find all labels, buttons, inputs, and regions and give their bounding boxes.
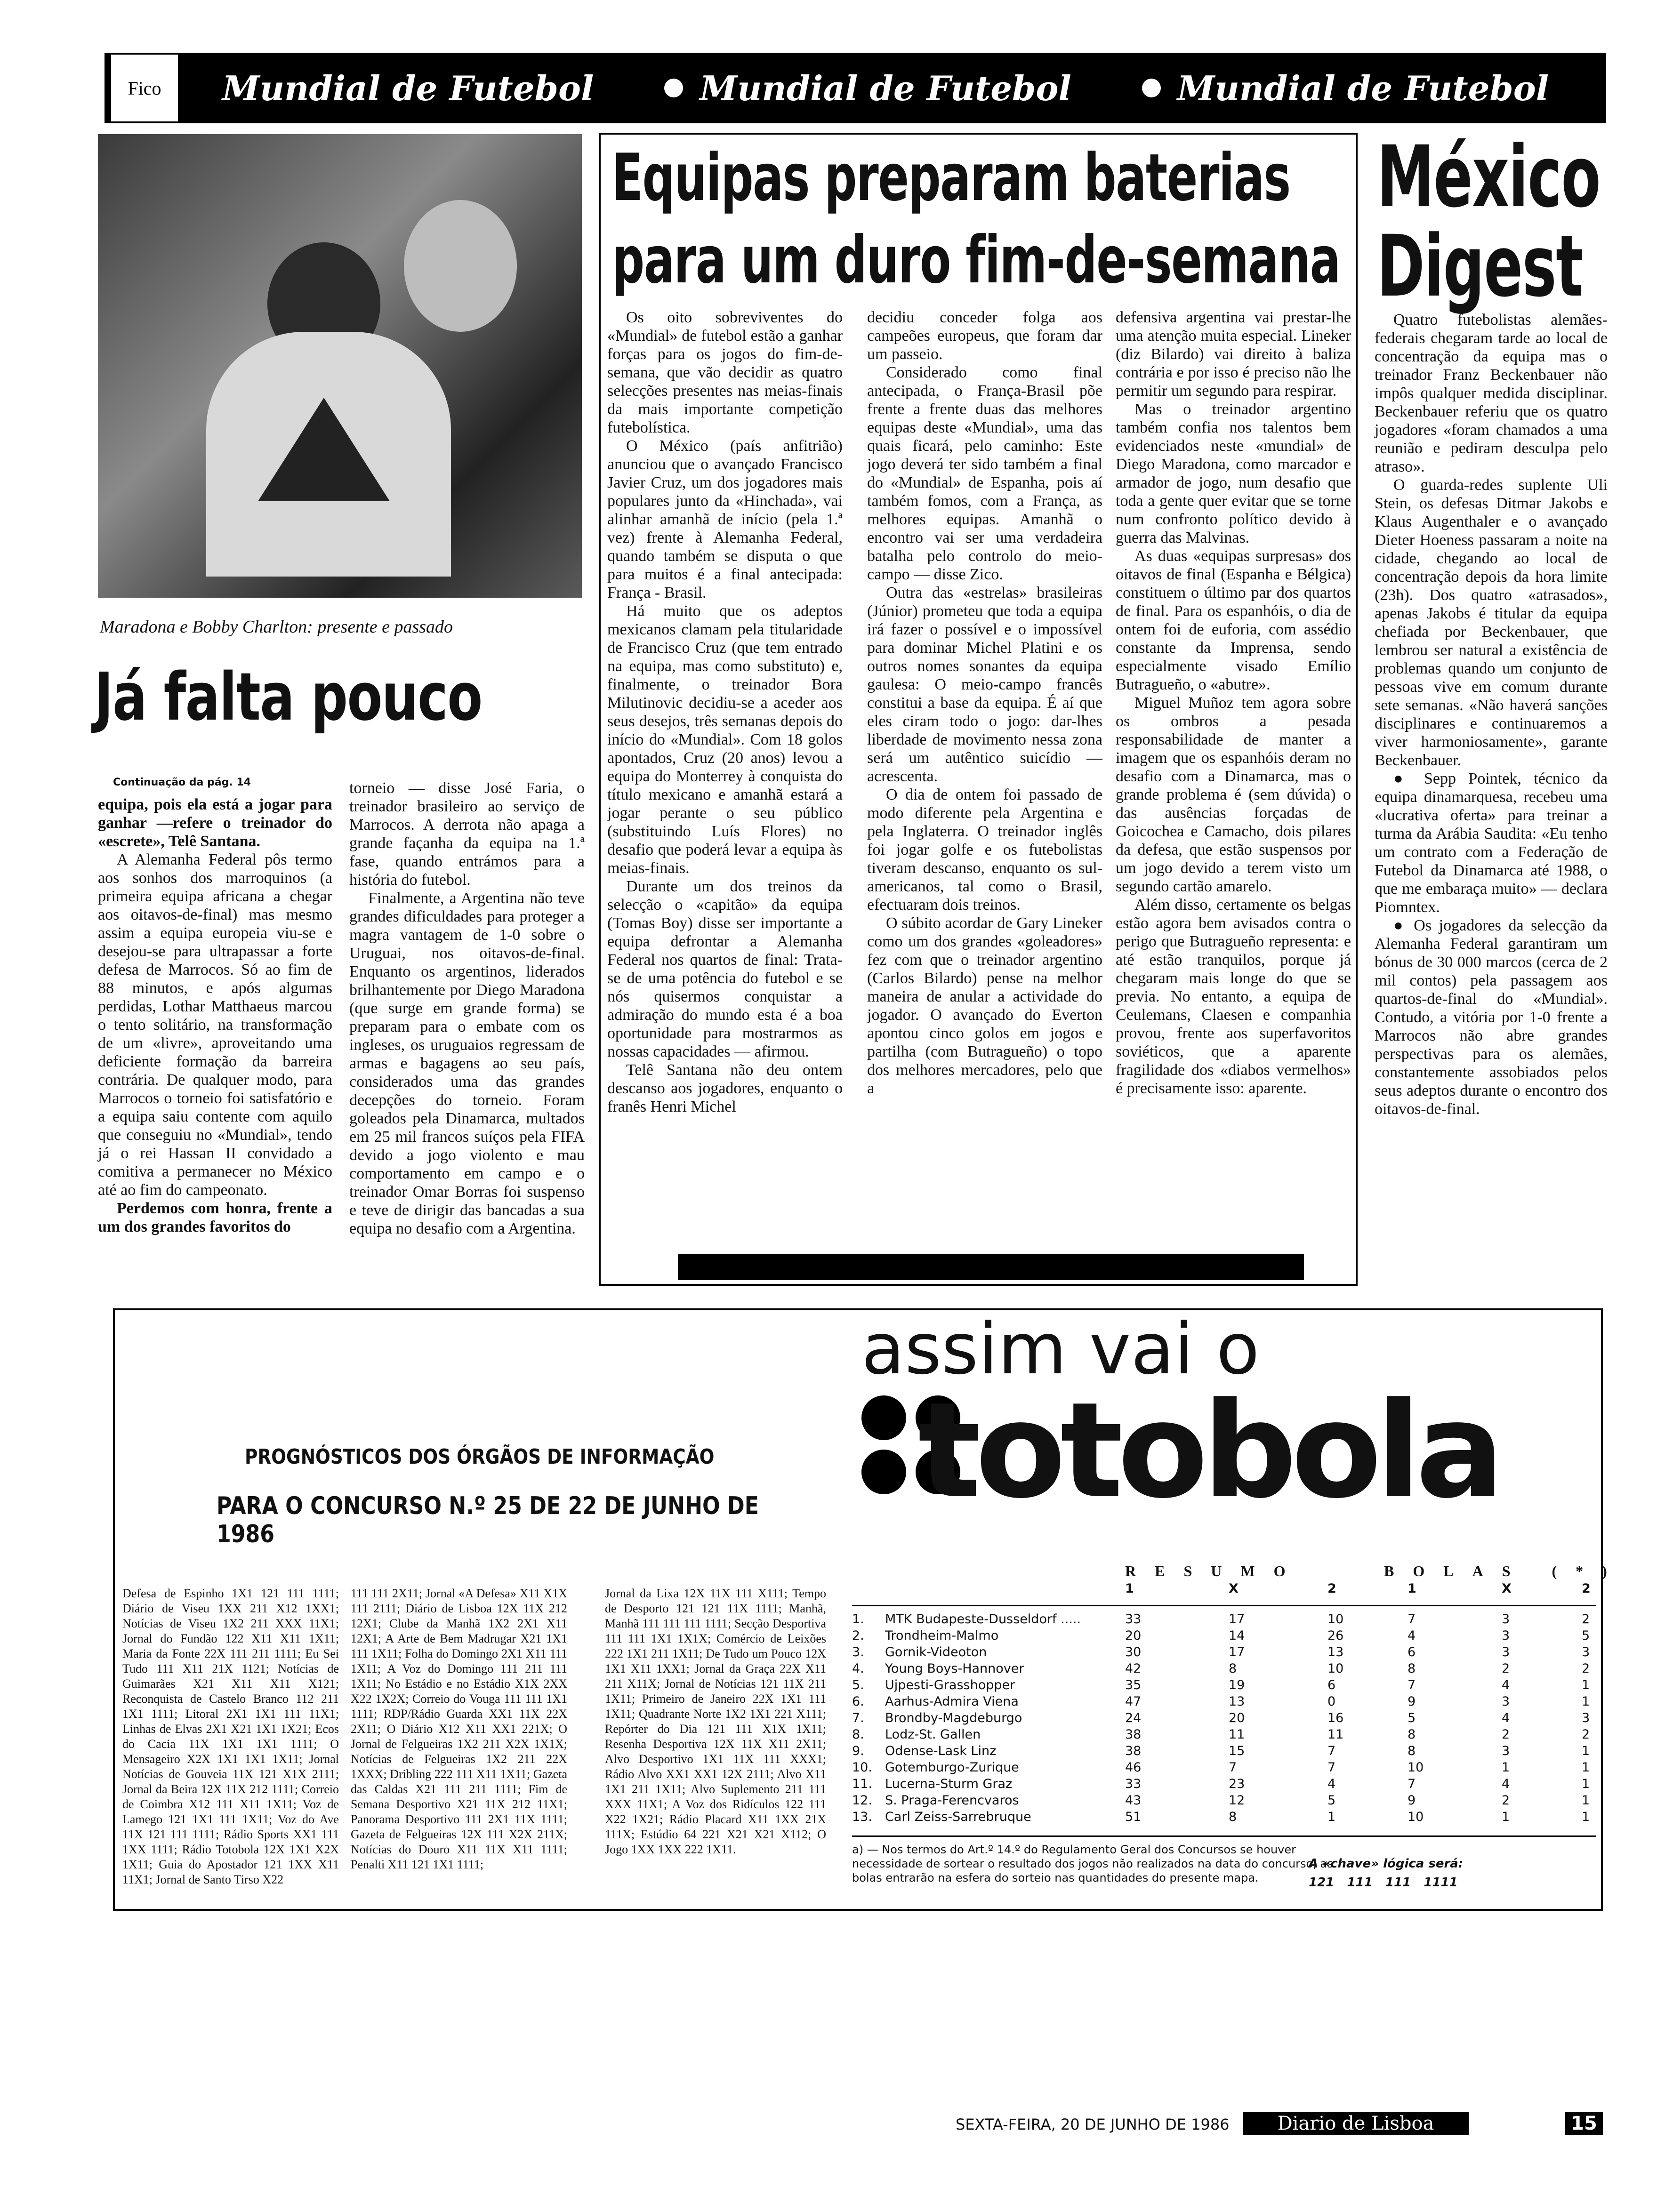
paragraph: Considerado como final antecipada, o França-Brasil põe frente a frente duas das melhores equipas deste «Mundial», uma das quais ficará, pelo caminho: Este jogo deverá ter sido também a final do «Mundial» de Espanha, pois aí também fomos, com a França, as melhores equipas. Amanhã o encontro vai ser uma verdadeira batalha pelo controlo do meio-campo — disse Zico. xyxy=(867,364,1102,583)
left-article-col1 xyxy=(98,795,332,1236)
cell-bx: 4 xyxy=(1502,1711,1510,1725)
cell-r2: 7 xyxy=(1327,1744,1336,1758)
paragraph: Perdemos com honra, frente a um dos grandes favoritos do xyxy=(98,1200,332,1235)
newspaper-name: Diario de Lisboa xyxy=(1243,2112,1469,2135)
cell-r1: 46 xyxy=(1125,1760,1142,1775)
cell-r1: 42 xyxy=(1125,1661,1142,1676)
table-row xyxy=(852,1711,1596,1727)
chave-value: 121 111 111 1111 xyxy=(1309,1875,1458,1890)
cell-r2: 4 xyxy=(1327,1777,1336,1791)
row-number: 4. xyxy=(852,1661,864,1676)
cell-r1: 20 xyxy=(1125,1628,1142,1643)
table-rule xyxy=(852,1605,1596,1606)
column-label: X xyxy=(1229,1581,1239,1596)
bolas-header: BOLAS (*) xyxy=(1384,1563,1626,1579)
cell-b1: 8 xyxy=(1408,1727,1416,1742)
cell-b2: 5 xyxy=(1582,1628,1590,1643)
cell-bx: 3 xyxy=(1502,1744,1510,1758)
paragraph: A Alemanha Federal pôs termo aos sonhos dos marroquinos (a primeira equipa africana a chegar aos oitavos-de-final) mas mesmo assim a equipa europeia viu-se e desejou-se para ultrapassar a forte defesa de Marrocos. Só ao fim de 88 minutos, e após algumas perdidas, Lothar Matthaeus marcou o tento solitário, na transformação de um «livre», aproveitando uma deficiente formação da barreira contrária. De qualquer modo, para Marrocos o torneio foi satisfatório e a equipa saiu contente com aquilo que conseguiu no «Mundial», tendo já o rei Hassan II convidado a comitiva a permanecer no México até ao fim do campeonato. xyxy=(98,851,332,1199)
paragraph: O dia de ontem foi passado de modo diferente pela Argentina e pela Inglaterra. O treinador inglês foi jogar golfe e os futebolistas tiveram descanso, enquanto os sul-americanos, tal como o Brasil, efectuaram dois treinos. xyxy=(867,786,1102,914)
cell-rx: 12 xyxy=(1229,1793,1245,1808)
cell-b1: 10 xyxy=(1408,1810,1424,1824)
cell-bx: 2 xyxy=(1502,1661,1510,1676)
cell-rx: 23 xyxy=(1229,1777,1245,1791)
row-number: 3. xyxy=(852,1645,864,1659)
cell-b2: 1 xyxy=(1582,1744,1590,1758)
continuation-note: Continuação da pág. 14 xyxy=(113,777,251,788)
cell-rx: 7 xyxy=(1229,1760,1237,1775)
paragraph: decidiu conceder folga aos campeões europeus, que foram dar um passeio. xyxy=(867,309,1102,363)
banner-title-3: Mundial de Futebol xyxy=(1177,68,1549,108)
row-number: 11. xyxy=(852,1777,872,1791)
prognosticos-title: PROGNÓSTICOS DOS ÓRGÃOS DE INFORMAÇÃO xyxy=(245,1445,715,1469)
banner-title-2: Mundial de Futebol xyxy=(700,68,1071,108)
table-row xyxy=(852,1777,1596,1793)
paragraph: Miguel Muñoz tem agora sobre os ombros a pesada responsabilidade de manter a imagem que os espanhóis deram no desafio com a Dinamarca, mas o grande problema é (sem dúvida) o das ausências forçadas de Goicochea e Camacho, dois pilares da defesa, que estão suspensos por um jogo devido a terem visto um segundo cartão amarelo. xyxy=(1116,694,1351,895)
cell-rx: 15 xyxy=(1229,1744,1245,1758)
column-label: X xyxy=(1502,1581,1512,1596)
paragraph: torneio — disse José Faria, o treinador brasileiro ao serviço de Marrocos. A derrota não apaga a grande façanha da equipa na 1.ª fase, quando entrámos para a história do futebol. xyxy=(349,779,585,889)
cell-r1: 38 xyxy=(1125,1744,1142,1758)
totobola-brand: totobola xyxy=(918,1374,1499,1528)
cell-r1: 51 xyxy=(1125,1810,1142,1824)
headline-equipas: Equipas preparam baterias para um duro fim-de-semana xyxy=(612,140,1340,298)
paragraph: Outra das «estrelas» brasileiras (Júnior) prometeu que toda a equipa irá fazer o possível e o impossível para dominar Michel Platini e os outros nomes sonantes da equipa gaulesa: O meio-campo francês constitui a base da equipa. É aí que eles ciram todo o jogo: dar-lhes liberdade de movimento nessa zona será um autêntico suicídio — acrescenta. xyxy=(867,584,1102,785)
cell-b2: 2 xyxy=(1582,1727,1590,1742)
cell-rx: 20 xyxy=(1229,1711,1245,1725)
row-number: 5. xyxy=(852,1678,864,1692)
section-banner xyxy=(105,53,1606,123)
paragraph: O México (país anfitrião) anunciou que o avançado Francisco Javier Cruz, um dos jogadores mais populares junto da «Hinchada», vai alinhar amanhã de início (pela 1.ª vez) frente à Alemanha Federal, quando também se disputa o que para muitos é a final antecipada: França - Brasil. xyxy=(607,437,843,601)
table-row xyxy=(852,1810,1596,1826)
cell-b1: 6 xyxy=(1408,1645,1416,1659)
prognosticos-col3: Jornal da Lixa 12X 11X 111 X111; Tempo de Desporto 121 121 11X 1111; Manhã, Manhã 111 111 111 1111; Secção Desportiva 111 111 1X1 1X1X; Comércio de Leixões 222 1X1 211 1X11; De Tudo um Pouco 12X 1X1 X11 1XX1; Jornal da Graça 22X X11 211 X11X; Jornal de Notícias 121 11X 211 1X11; Primeiro de Janeiro 22X 1X1 111 1X11; Quadrante Norte 1X2 1X1 221 X111; Repórter do Dia 121 111 X1X 1X11; Resenha Desportiva 12X 11X X11 2X11; Alvo Desportivo 1X1 11X 111 XXX1; Rádio Alvo XX1 XX1 12X 2111; Alvo X11 1X1 211 1X11; Alvo Suplemento 211 111 XXX 11X1; A Voz dos Ridículos 122 111 X22 1X21; Rádio Placard X11 1XX 21X 111X; Estúdio 64 221 X21 X21 X112; O Jogo 1XX 1XX 222 1X11. xyxy=(605,1587,826,1856)
cell-rx: 19 xyxy=(1229,1678,1245,1692)
paragraph: Mas o treinador argentino também confia nos talentos bem evidenciados neste «mundial» de Diego Maradona, como marcador e armador de jogo, num desafio que toda a gente quer evitar que se torne num confronto político devido à guerra das Malvinas. xyxy=(1116,401,1351,546)
paragraph: ● Sepp Pointek, técnico da equipa dinamarquesa, recebeu uma «lucrativa oferta» para treinar a turma da Arábia Saudita: «Eu tenho um contrato com a Federação de Futebol da Dinamarca até 1988, o que me embaraça muito» — declara Piomntex. xyxy=(1375,770,1608,916)
row-number: 8. xyxy=(852,1727,864,1742)
prognosticos-col1: Defesa de Espinho 1X1 121 111 1111; Diário de Viseu 1XX 211 X12 1XX1; Notícias de Viseu 1X2 211 XXX 11X1; Jornal do Fundão 122 X11 X11 1X11; Maria da Fonte 22X 111 211 1111; Eu Sei Tudo 111 X11 21X 1121; Notícias de Guimarães X21 X11 X11 X121; Reconquista de Castelo Branco 112 211 1X1 1111; Litoral 2X1 1X1 111 11X1; Linhas de Elvas 2X1 X21 1X1 1X21; Ecos do Cacia 11X 1X1 1X1 1111; O Mensageiro X2X 1X1 1X1 1X11; Jornal Notícias de Gouveia 11X 121 X1X 2111; Jornal da Beira 12X 11X 212 1111; Correio de Coimbra X12 111 X11 1X11; Voz de Lamego 121 1X1 111 1X11; Voz do Ave 11X 121 111 1111; Rádio Sports XX1 111 1XX 1111; Rádio Totobola 12X 1X1 X2X 1X11; Guia do Apostador 121 1XX X11 11X1; Jornal de Santo Tirso X22 xyxy=(122,1587,339,1886)
paragraph: O súbito acordar de Gary Lineker como um dos grandes «goleadores» fez com que o treinador argentino (Carlos Bilardo) pense na melhor maneira de anular a actividade do jogador. O avançado do Everton apontou cinco golos em jogos e partilha (com Butragueño) o topo dos melhores mercadores, pelo que a xyxy=(867,914,1102,1097)
chave-label: A «chave» lógica será: xyxy=(1309,1857,1464,1871)
match-name: Gotemburgo-Zurique xyxy=(885,1760,1019,1775)
cell-b2: 1 xyxy=(1582,1793,1590,1808)
match-name: MTK Budapeste-Dusseldorf ..... xyxy=(885,1612,1081,1627)
cell-r1: 24 xyxy=(1125,1711,1142,1725)
prognosticos-col2: 111 111 2X11; Jornal «A Defesa» X11 X1X 111 2111; Diário de Lisboa 12X 11X 212 12X1; Clube da Manhã 1X2 2X1 X11 12X1; A Arte de Bem Madrugar X21 1X1 111 1X11; Folha do Domingo 2X1 X11 111 1X11; A Voz do Domingo 111 211 111 1X11; No Estádio e no Estádio X1X 2XX X22 1X2X; Correio do Vouga 111 111 1X1 1111; RDP/Rádio Guarda XX1 11X 22X 2X11; O Diário X12 X11 XX1 221X; O Jornal de Felgueiras 1X2 211 X2X 1X1X; Notícias de Felgueiras 1X2 211 22X 1XXX; Dribling 222 111 X11 1X11; Gazeta das Caldas X21 111 211 1111; Fim de Semana Desportivo X21 11X 212 11X1; Panorama Desportivo 111 2X1 11X 1111; Gazeta de Felgueiras 12X 111 X2X 211X; Notícias do Douro X11 11X X11 1111; Penalti X11 121 1X1 1111; xyxy=(351,1587,567,1871)
headline-mexico-digest: México Digest xyxy=(1377,128,1601,316)
match-name: Lodz-St. Gallen xyxy=(885,1727,981,1742)
cell-bx: 1 xyxy=(1502,1760,1510,1775)
cell-b1: 5 xyxy=(1408,1711,1416,1725)
paragraph: As duas «equipas surpresas» dos oitavos de final (Espanha e Bélgica) constituem o último par dos quartos de final. Para os espanhóis, o dia de ontem foi de euforia, com assédio constante da Imprensa, sendo especialmente visado Emílio Butragueño, o «abutre». xyxy=(1116,547,1351,693)
cell-rx: 13 xyxy=(1229,1694,1245,1709)
cell-b2: 3 xyxy=(1582,1711,1590,1725)
cell-r2: 6 xyxy=(1327,1678,1336,1692)
paragraph: ● Os jogadores da selecção da Alemanha Federal garantiram um bónus de 30 000 marcos (cerca de 2 mil contos) pela passagem aos quartos-de-final do «Mundial». Contudo, a vitória por 1-0 frente a Marrocos não abre grandes perspectivas para os alemães, constantemente assobiados pelos seus adeptos durante o encontro dos oitavos-de-final. xyxy=(1375,917,1608,1118)
cell-b2: 3 xyxy=(1582,1645,1590,1659)
cell-b2: 1 xyxy=(1582,1810,1590,1824)
cell-r1: 38 xyxy=(1125,1727,1142,1742)
assim-vai-o: assim vai o xyxy=(861,1308,1260,1390)
table-row xyxy=(852,1661,1596,1677)
page-number: 15 xyxy=(1565,2112,1603,2135)
cell-rx: 8 xyxy=(1229,1661,1237,1676)
cell-r2: 7 xyxy=(1327,1760,1336,1775)
black-rule xyxy=(678,1254,1304,1280)
cell-b2: 1 xyxy=(1582,1777,1590,1791)
table-row xyxy=(852,1628,1596,1644)
cell-b2: 2 xyxy=(1582,1612,1590,1627)
resumo-header: RESUMO xyxy=(1125,1563,1304,1579)
cell-bx: 3 xyxy=(1502,1612,1510,1627)
row-number: 1. xyxy=(852,1612,864,1627)
cell-b2: 1 xyxy=(1582,1760,1590,1775)
cell-r1: 47 xyxy=(1125,1694,1142,1709)
paragraph: Finalmente, a Argentina não teve grandes dificuldades para proteger a magra vantagem de 1-0 sobre o Uruguai, nos oitavos-de-final. Enquanto os argentinos, liderados brilhantemente por Diego Maradona (que surge em grande forma) se preparam para o embate com os ingleses, os uruguaios regressam de armas e bagagens ao seu país, considerados uma das grandes decepções do torneio. Foram goleados pela Dinamarca, multados em 25 mil francos suíços pela FIFA devido a jogo violento e mau comportamento em campo e o treinador Omar Borras foi suspenso e teve de dirigir das bancadas a sua equipa no desafio com a Argentina. xyxy=(349,890,585,1237)
mexico-digest-column xyxy=(1375,311,1608,1118)
cell-rx: 8 xyxy=(1229,1810,1237,1824)
column-label: 1 xyxy=(1125,1581,1134,1596)
cell-r2: 0 xyxy=(1327,1694,1336,1709)
cell-r2: 26 xyxy=(1327,1628,1344,1643)
paragraph: equipa, pois ela está a jogar para ganhar —refere o treinador do «escrete», Telê Santana. xyxy=(98,796,332,850)
match-name: Gornik-Videoton xyxy=(885,1645,987,1659)
row-number: 12. xyxy=(852,1793,872,1808)
paragraph: Além disso, certamente os belgas estão agora bem avisados contra o perigo que Butragueño representa: e até estão tranquilos, porque já chegaram mais longe do que se previa. No entanto, a equipa de Ceulemans, Claesen e companhia provou, frente aos superfavoritos soviéticos, que a aparente fragilidade dos «diabos vermelhos» é precisamente isso: aparente. xyxy=(1116,896,1351,1097)
cell-bx: 4 xyxy=(1502,1777,1510,1791)
table-row xyxy=(852,1694,1596,1710)
middle-article-col2 xyxy=(867,308,1102,1098)
row-number: 6. xyxy=(852,1694,864,1709)
row-number: 9. xyxy=(852,1744,864,1758)
cell-rx: 17 xyxy=(1229,1612,1245,1627)
banner-title-1: Mundial de Futebol xyxy=(222,68,594,108)
paragraph: Quatro futebolistas alemães-federais chegaram tarde ao local de concentração da equipa mas o treinador Franz Beckenbauer não impôs qualquer medida disciplinar. Beckenbauer referiu que os quatro jogadores «foram chamados a uma reunião e pediram desculpa pelo atraso». xyxy=(1375,311,1608,475)
cell-b1: 8 xyxy=(1408,1744,1416,1758)
cell-bx: 2 xyxy=(1502,1727,1510,1742)
paragraph: Há muito que os adeptos mexicanos clamam pela titularidade de Francisco Cruz (que tem entrado na equipa, mas como substituto) e, finalmente, o treinador Bora Milutinovic decidiu-se a aceder aos seus desejos, três semanas depois do início do «Mundial». Com 18 golos apontados, Cruz (20 anos) levou a equipa do Monterrey à conquista do título mexicano e amanhã estará a jogar perante o seu público (substituindo Luís Flores) no desafio que poderá levar a equipa às meias-finais. xyxy=(607,602,843,877)
row-number: 2. xyxy=(852,1628,864,1643)
cell-b2: 1 xyxy=(1582,1678,1590,1692)
bullet-icon xyxy=(664,79,683,97)
cell-r2: 10 xyxy=(1327,1612,1344,1627)
match-name: Trondheim-Malmo xyxy=(885,1628,999,1643)
paragraph: defensiva argentina vai prestar-lhe uma atenção muita especial. Lineker (diz Bilardo) vai direito à baliza contrária e por isso é preciso não lhe permitir um segundo para respirar. xyxy=(1116,309,1351,400)
prognosticos-subtitle: PARA O CONCURSO N.º 25 DE 22 DE JUNHO DE 1986 xyxy=(217,1492,759,1548)
cell-r1: 30 xyxy=(1125,1645,1142,1659)
paragraph: Durante um dos treinos da selecção o «capitão» da equipa (Tomas Boy) disse ser importante a equipa defrontar a Alemanha Federal nos quartos de final: Trata-se de uma potência do futebol e se nós quisermos conquistar a admiração do mundo esta é a boa oportunidade para mostrarmos as nossas capacidades — afirmou. xyxy=(607,878,843,1060)
cell-r1: 33 xyxy=(1125,1612,1142,1627)
cell-r2: 13 xyxy=(1327,1645,1344,1659)
cell-bx: 3 xyxy=(1502,1628,1510,1643)
match-name: Ujpesti-Grasshopper xyxy=(885,1678,1015,1692)
left-article-col2 xyxy=(349,779,585,1238)
cell-r1: 43 xyxy=(1125,1793,1142,1808)
cell-bx: 2 xyxy=(1502,1793,1510,1808)
table-row xyxy=(852,1678,1596,1694)
cell-b1: 8 xyxy=(1408,1661,1416,1676)
bullet-icon xyxy=(1142,79,1161,97)
cell-b2: 1 xyxy=(1582,1694,1590,1709)
cell-r2: 11 xyxy=(1327,1727,1344,1742)
footer-date: SEXTA-FEIRA, 20 DE JUNHO DE 1986 xyxy=(956,2116,1230,2133)
table-row xyxy=(852,1793,1596,1809)
cell-r2: 16 xyxy=(1327,1711,1344,1725)
cell-r1: 33 xyxy=(1125,1777,1142,1791)
photo-caption: Maradona e Bobby Charlton: presente e passado xyxy=(100,617,453,637)
cell-b1: 4 xyxy=(1408,1628,1416,1643)
cell-r2: 10 xyxy=(1327,1661,1344,1676)
match-name: Lucerna-Sturm Graz xyxy=(885,1777,1013,1791)
cell-r2: 1 xyxy=(1327,1810,1336,1824)
paragraph: Os oito sobreviventes do «Mundial» de futebol estão a ganhar forças para os jogos do fim-de-semana, que vão decidir as quatro selecções presentes nas meias-finais da mais importante competição futebolística. xyxy=(607,309,843,436)
match-name: Carl Zeiss-Sarrebruque xyxy=(885,1810,1031,1824)
table-rule xyxy=(852,1835,1596,1837)
cell-r1: 35 xyxy=(1125,1678,1142,1692)
cell-rx: 11 xyxy=(1229,1727,1245,1742)
paragraph: O guarda-redes suplente Uli Stein, os defesas Ditmar Jakobs e Klaus Augenthaler e o avançado Dieter Hoeness passaram a noite na cidade, chegando ao local de concentração depois da hora limite (23h). Dos quatro «atrasados», apenas Jakobs é titular da equipa chefiada por Beckenbauer, que lembrou ser natural a existência de problemas quando um conjunto de pessoas vive em comum durante sete semanas. «Não haverá sanções disciplinares e continuaremos a viver harmoniosamente», garante Beckenbauer. xyxy=(1375,476,1608,769)
cell-b1: 9 xyxy=(1408,1793,1416,1808)
match-name: Young Boys-Hannover xyxy=(885,1661,1024,1676)
cell-b1: 10 xyxy=(1408,1760,1424,1775)
cell-b1: 9 xyxy=(1408,1694,1416,1709)
mundial-logo xyxy=(109,53,180,123)
column-label: 1 xyxy=(1408,1581,1416,1596)
cell-bx: 3 xyxy=(1502,1645,1510,1659)
cell-b1: 7 xyxy=(1408,1777,1416,1791)
column-label: 2 xyxy=(1582,1581,1591,1596)
table-row xyxy=(852,1645,1596,1661)
regulation-note: a) — Nos termos do Art.º 14.º do Regulamento Geral dos Concursos se houver necessidade de sortear o resultado dos jogos não realizados na data do concurso, as bolas entrarão na esfera do sorteio nas quantidades do presente mapa. xyxy=(852,1843,1333,1884)
logo-text: Fico xyxy=(128,77,161,99)
column-labels xyxy=(852,1581,1596,1600)
paragraph: Telê Santana não deu ontem descanso aos jogadores, enquanto o franês Henri Michel xyxy=(607,1061,843,1115)
match-name: Odense-Lask Linz xyxy=(885,1744,997,1758)
table-row xyxy=(852,1760,1596,1776)
table-row xyxy=(852,1744,1596,1760)
cell-bx: 1 xyxy=(1502,1810,1510,1824)
match-name: Aarhus-Admira Viena xyxy=(885,1694,1019,1709)
cell-b2: 2 xyxy=(1582,1661,1590,1676)
table-row xyxy=(852,1612,1596,1628)
cell-r2: 5 xyxy=(1327,1793,1336,1808)
cell-bx: 3 xyxy=(1502,1694,1510,1709)
row-number: 7. xyxy=(852,1711,864,1725)
middle-article-col1 xyxy=(607,308,843,1116)
cell-bx: 4 xyxy=(1502,1678,1510,1692)
column-label: 2 xyxy=(1327,1581,1336,1596)
match-name: S. Praga-Ferencvaros xyxy=(885,1793,1019,1808)
photo-maradona-charlton xyxy=(98,134,582,598)
cell-rx: 17 xyxy=(1229,1645,1245,1659)
cell-b1: 7 xyxy=(1408,1678,1416,1692)
headline-ja-falta-pouco: Já falta pouco xyxy=(94,659,482,736)
match-name: Brondby-Magdeburgo xyxy=(885,1711,1022,1725)
row-number: 13. xyxy=(852,1810,872,1824)
middle-article-col3 xyxy=(1116,308,1351,1098)
row-number: 10. xyxy=(852,1760,872,1775)
cell-rx: 14 xyxy=(1229,1628,1245,1643)
cell-b1: 7 xyxy=(1408,1612,1416,1627)
table-row xyxy=(852,1727,1596,1743)
